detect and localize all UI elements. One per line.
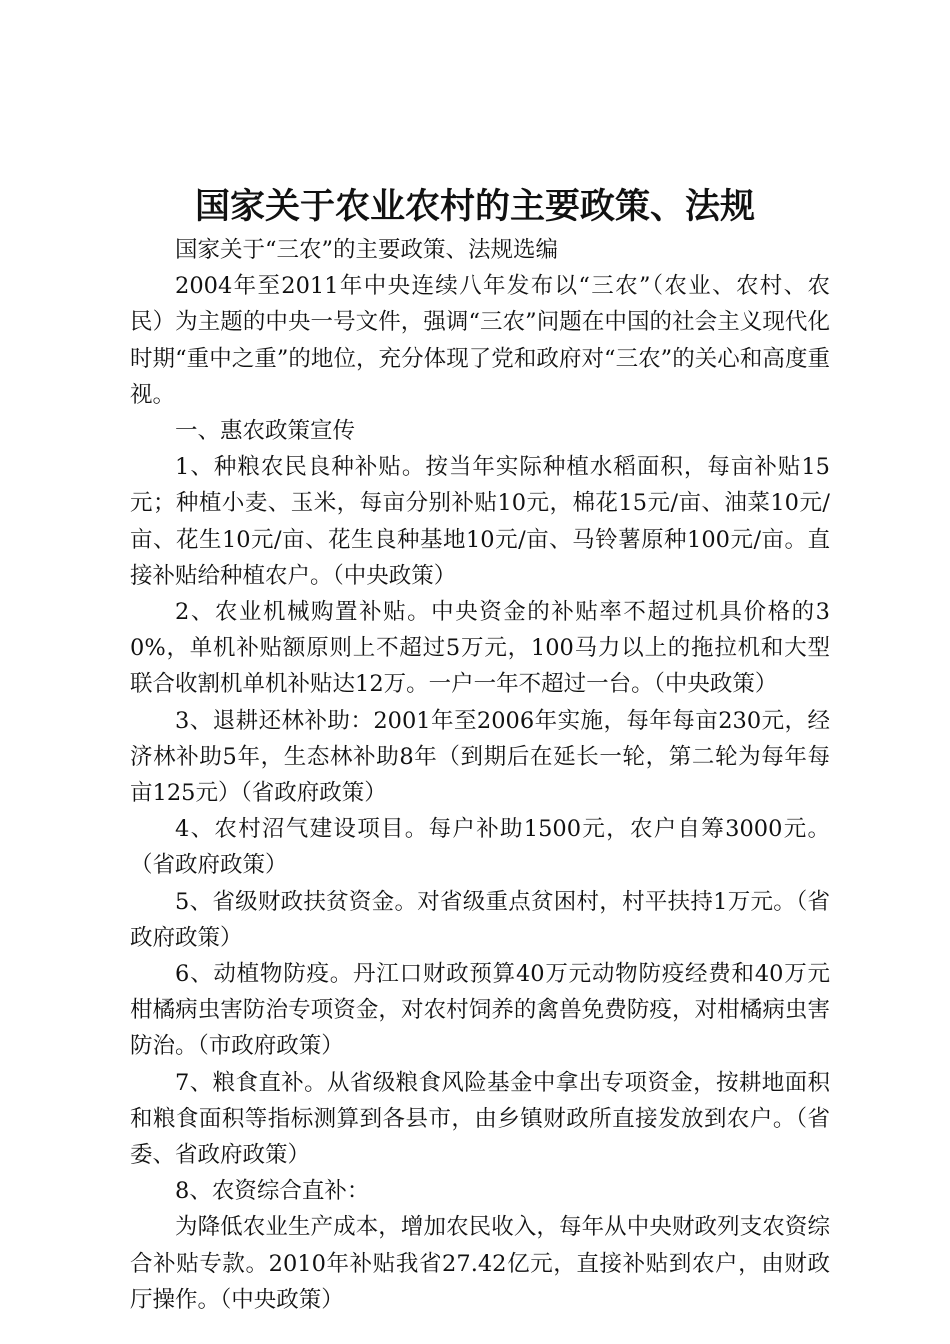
policy-item-3: 3、退耕还林补助：2001年至2006年实施，每年每亩230元，经济林补助5年，生态林补助8年（到期后在延长一轮，第二轮为每年每亩125元）（省政府政策） [130, 707, 830, 807]
policy-item-5: 5、省级财政扶贫资金。对省级重点贫困村，村平扶持1万元。（省政府政策） [130, 888, 830, 951]
section-heading: 一、惠农政策宣传 [175, 418, 356, 445]
policy-item-8-heading: 8、农资综合直补： [175, 1178, 370, 1205]
policy-item-7: 7、粮食直补。从省级粮食风险基金中拿出专项资金，按耕地面积和粮食面积等指标测算到各县市，由乡镇财政所直接发放到农户。（省委、省政府政策） [130, 1069, 830, 1169]
policy-item-6: 6、动植物防疫。丹江口财政预算40万元动物防疫经费和40万元柑橘病虫害防治专项资金，对农村饲养的禽兽免费防疫，对柑橘病虫害防治。（市政府政策） [130, 961, 830, 1060]
policy-item-2: 2、农业机械购置补贴。中央资金的补贴率不超过机具价格的30%，单机补贴额原则上不超过5万元，100马力以上的拖拉机和大型联合收割机单机补贴达12万。一户一年不超过一台。（中央政策） [130, 599, 830, 698]
policy-item-8-body: 为降低农业生产成本，增加农民收入，每年从中央财政列支农资综合补贴专款。2010年补贴我省27.42亿元，直接补贴到农户，由财政厅操作。（中央政策） [130, 1214, 830, 1313]
policy-item-4: 4、农村沼气建设项目。每户补助1500元，农户自筹3000元。（省政府政策） [130, 816, 830, 879]
document-title: 国家关于农业农村的主要政策、法规 [194, 187, 755, 227]
policy-item-1: 1、种粮农民良种补贴。按当年实际种植水稻面积，每亩补贴15元；种植小麦、玉米，每亩分别补贴10元，棉花15元/亩、油菜10元/亩、花生10元/亩、花生良种基地10元/亩、马铃薯原种100元/亩。直接补贴给种植农户。（中央政策） [130, 454, 830, 589]
subtitle-paragraph: 国家关于“三农”的主要政策、法规选编 [175, 237, 559, 263]
document-body [130, 232, 830, 1318]
intro-paragraph: 2004年至2011年中央连续八年发布以“三农”（农业、农村、农民）为主题的中央一号文件，强调“三农”问题在中国的社会主义现代化时期“重中之重”的地位，充分体现了党和政府对“三农”的关心和高度重视。 [130, 273, 830, 408]
